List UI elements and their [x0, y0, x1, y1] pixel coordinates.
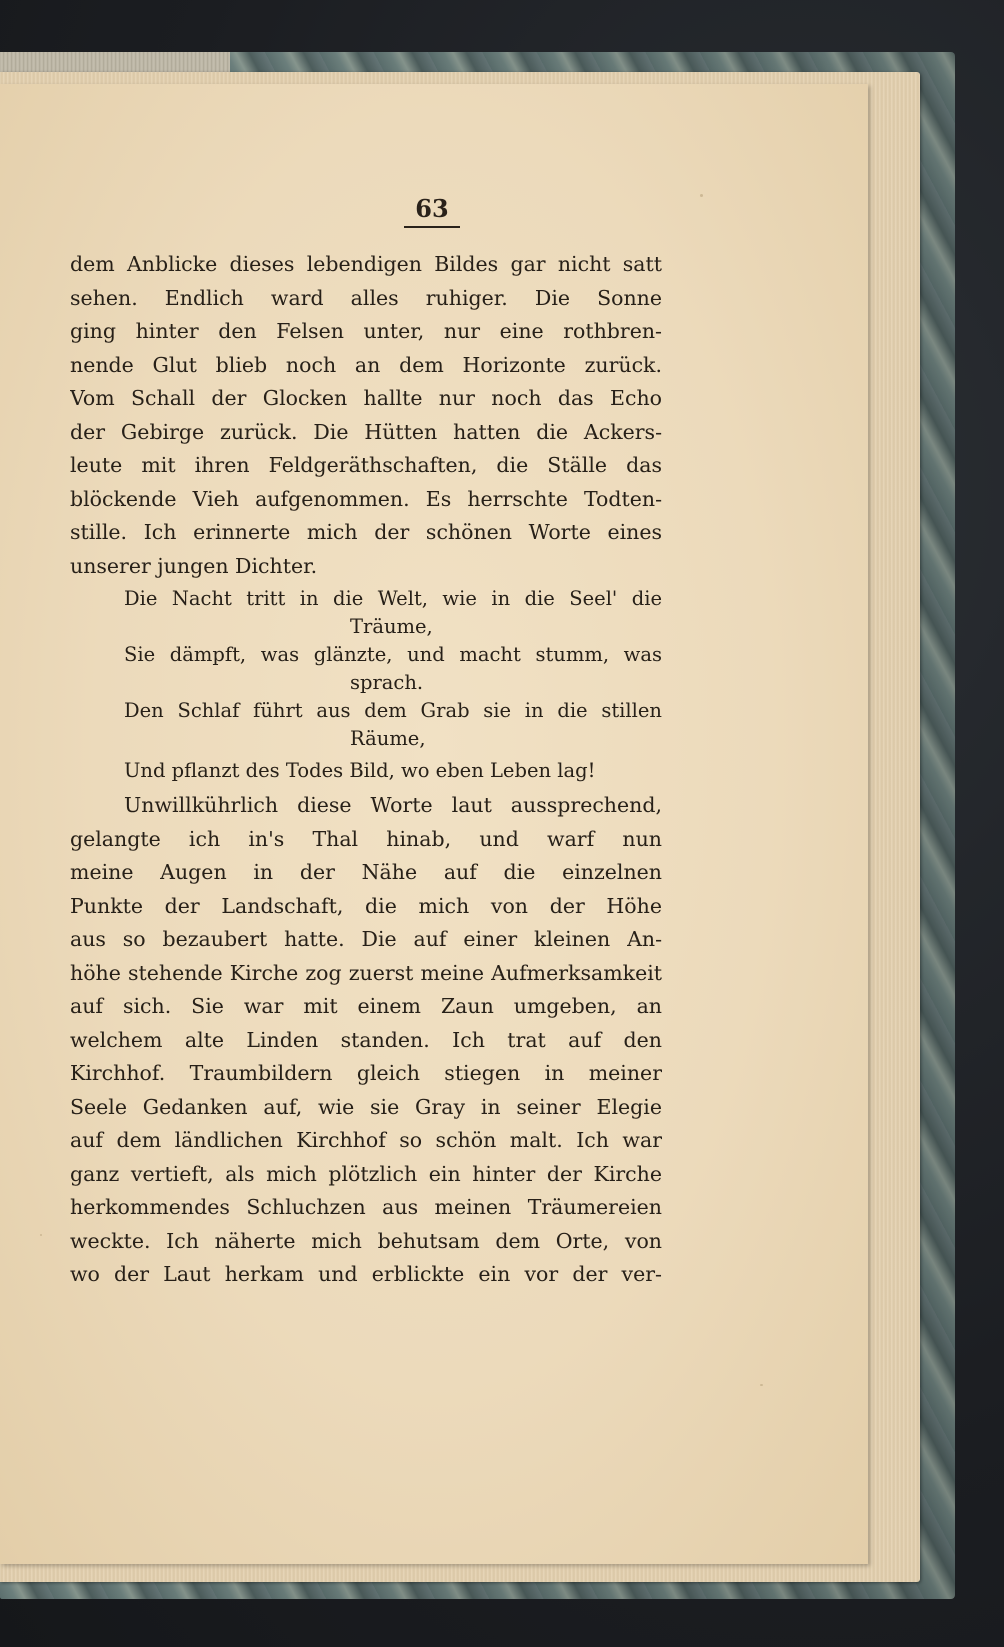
page-number: 63 [415, 194, 449, 223]
text-line: ganz vertieft, als mich plötzlich ein hinter der Kirche [70, 1161, 662, 1186]
text-line: Seele Gedanken auf, wie sie Gray in seiner Elegie [70, 1094, 662, 1119]
paragraph-2 [70, 789, 662, 1292]
text-line: Unwillkührlich diese Worte laut aussprechend, [124, 793, 662, 817]
poem-line: Sie dämpft, was glänzte, und macht stumm, was [124, 643, 662, 666]
text-line: der Gebirge zurück. Die Hütten hatten die Ackers- [70, 419, 662, 444]
text-line: wo der Laut herkam und erblickte ein vor der ver- [70, 1262, 662, 1286]
text-line: auf dem ländlichen Kirchhof so schön malt. Ich war [70, 1128, 662, 1152]
poem-line: Und pflanzt des Todes Bild, wo eben Leben lag! [124, 759, 596, 782]
text-line: welchem alte Linden standen. Ich trat auf den [70, 1027, 662, 1052]
text-line: sehen. Endlich ward alles ruhiger. Die Sonne [70, 285, 662, 310]
text-line: Vom Schall der Glocken hallte nur noch das Echo [70, 386, 662, 410]
poem-line-continuation: Räume, [350, 727, 426, 750]
text-line: gelangte ich in's Thal hinab, und warf nun [70, 826, 662, 851]
text-line: leute mit ihren Feldgeräthschaften, die Ställe das [70, 453, 662, 477]
book-page [0, 84, 868, 1564]
poem-quote [70, 585, 662, 785]
text-line: Punkte der Landschaft, die mich von der Höhe [70, 893, 662, 918]
text-line: blöckende Vieh aufgenommen. Es herrschte Todten- [70, 486, 662, 511]
paper-fleck [40, 1234, 42, 1236]
poem-line-continuation: sprach. [350, 671, 424, 694]
page-content [70, 194, 662, 1292]
text-line: Kirchhof. Traumbildern gleich stiegen in meiner [70, 1061, 662, 1085]
text-line: herkommendes Schluchzen aus meinen Träumereien [70, 1195, 662, 1219]
text-line: dem Anblicke dieses lebendigen Bildes gar nicht satt [70, 252, 662, 276]
text-line: weckte. Ich näherte mich behutsam dem Orte, von [70, 1228, 662, 1253]
paper-fleck [760, 1384, 763, 1386]
text-line: höhe stehende Kirche zog zuerst meine Aufmerksamkeit [70, 960, 662, 985]
text-line: stille. Ich erinnerte mich der schönen Worte eines [70, 520, 662, 544]
poem-line: Den Schlaf führt aus dem Grab sie in die stillen [124, 699, 662, 722]
text-line: nende Glut blieb noch an dem Horizonte zurück. [70, 352, 662, 377]
text-line: aus so bezaubert hatte. Die auf einer kleinen An- [70, 927, 662, 951]
body-text [70, 248, 662, 1292]
paragraph-1 [70, 248, 662, 583]
text-line: meine Augen in der Nähe auf die einzelnen [70, 860, 662, 884]
page-number-rule [404, 226, 460, 228]
paper-fleck [700, 194, 703, 197]
poem-line-continuation: Träume, [350, 615, 433, 638]
text-line: auf sich. Sie war mit einem Zaun umgeben, an [70, 994, 662, 1018]
text-line: ging hinter den Felsen unter, nur eine rothbren- [70, 319, 662, 343]
poem-line: Die Nacht tritt in die Welt, wie in die Seel' die [124, 587, 662, 610]
text-line: unserer jungen Dichter. [70, 553, 318, 578]
